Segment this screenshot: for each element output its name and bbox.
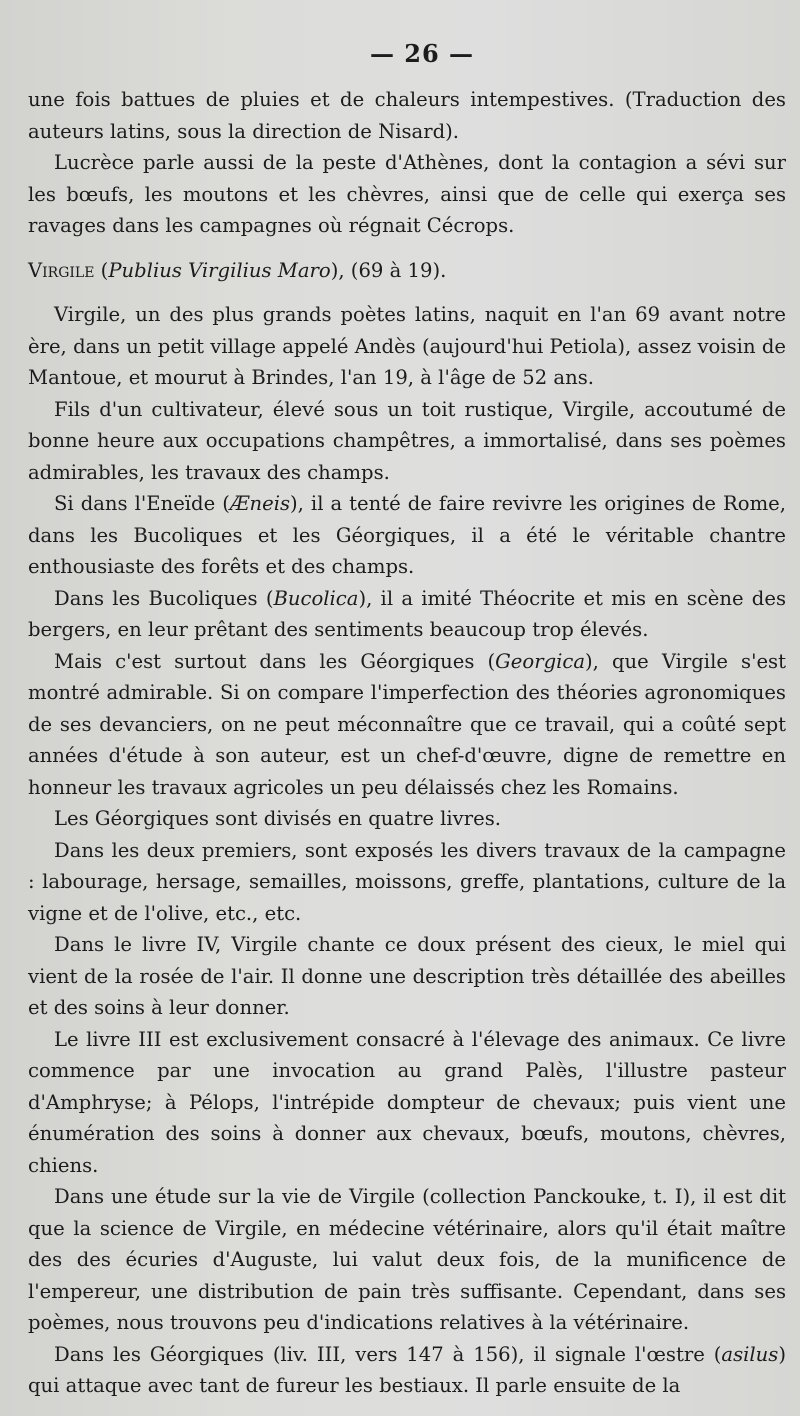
paragraph-lucrece-peste: Lucrèce parle aussi de la peste d'Athènes, dont la contagion a sévi sur les bœufs, les moutons et les chèvres, ainsi que de celle qui exerça ses ravages dans les campagnes où régnait Cécrops.	[28, 151, 786, 237]
heading-author: Virgile	[28, 258, 95, 282]
paragraph-virgile-naissance: Virgile, un des plus grands poètes latins, naquit en l'an 69 avant notre ère, dans un petit village appelé Andès (aujourd'hui Petiola), assez voisin de Mantoue, et mourut à Brindes, l'an 19, à l'âge de 52 ans.	[28, 303, 786, 389]
text-run: ), il a imité Théocrite et mis en scène des bergers, en leur prêtant des sentiments beaucoup trop élevés.	[28, 586, 786, 641]
italic-title-bucolica: Bucolica	[273, 586, 359, 610]
text-run: Si dans l'Eneïde (	[54, 492, 230, 515]
paragraph-eneide	[28, 488, 786, 583]
text-run: ), il a tenté de faire revivre les origines de Rome, dans les Bucoliques et les Géorgiques, il a été le véritable chantre enthousiaste des forêts et des champs.	[28, 492, 787, 578]
heading-dates: ), (69 à 19).	[330, 258, 447, 282]
body-text	[28, 84, 786, 1402]
paragraph-quatre-livres: Les Géorgiques sont divisés en quatre livres.	[54, 807, 502, 830]
italic-term-asilus: asilus	[721, 1342, 779, 1366]
text-run: ), que Virgile s'est montré admirable. Si on compare l'imperfection des théories agronomiques de ses devanciers, on ne peut méconnaître que ce travail, qui a coûté sept années d'étude à son auteur, est un chef-d'œuvre, digne de remettre en honneur les travaux agricoles un peu délaissés chez les Romains.	[28, 649, 786, 799]
paragraph-oestre	[28, 1339, 786, 1402]
paragraph-continued: une fois battues de pluies et de chaleurs intempestives. (Traduction des auteurs latins, sous la direction de Nisard).	[28, 88, 786, 143]
heading-open-paren: (	[94, 258, 109, 282]
paragraph-georgiques	[28, 646, 786, 804]
text-run: Dans les Géorgiques (liv. III, vers 147 à 156), il signale l'œstre (	[54, 1342, 722, 1366]
text-run: ) qui attaque avec tant de fureur les bestiaux. Il parle ensuite de la	[28, 1342, 786, 1397]
text-run: Dans les Bucoliques (	[54, 586, 274, 610]
heading-latin-name: Publius Virgilius Maro	[108, 258, 331, 282]
italic-title-aeneis: Æneis	[229, 492, 291, 515]
paragraph-livre-iv: Dans le livre IV, Virgile chante ce doux présent des cieux, le miel qui vient de la rosée de l'air. Il donne une description très détaillée des abeilles et des soins à leur donner.	[28, 933, 786, 1019]
section-heading-virgile	[28, 255, 786, 287]
paragraph-bucoliques	[28, 583, 786, 646]
paragraph-livre-iii: Le livre III est exclusivement consacré à l'élevage des animaux. Ce livre commence par une invocation au grand Palès, l'illustre pasteur d'Amphryse; à Pélops, l'intrépide dompteur de chevaux; puis vient une énumération des soins à donner aux chevaux, bœufs, moutons, chèvres, chiens.	[28, 1027, 786, 1177]
paragraph-etude-vie-virgile: Dans une étude sur la vie de Virgile (collection Panckouke, t. I), il est dit que la science de Virgile, en médecine vétérinaire, alors qu'il était maître des des écuries d'Auguste, lui valut deux fois, de la munificence de l'empereur, une distribution de pain très suffisante. Cependant, dans ses poèmes, nous trouvons peu d'indications relatives à la vétérinaire.	[28, 1185, 786, 1334]
italic-title-georgica: Georgica	[495, 649, 586, 673]
page-number: — 26 —	[369, 39, 475, 68]
text-run: Mais c'est surtout dans les Géorgiques (	[54, 649, 496, 673]
paragraph-fils-cultivateur: Fils d'un cultivateur, élevé sous un toit rustique, Virgile, accoutumé de bonne heure aux occupations champêtres, a immortalisé, dans ses poèmes admirables, les travaux des champs.	[28, 397, 786, 484]
paragraph-deux-premiers: Dans les deux premiers, sont exposés les divers travaux de la campagne : labourage, hersage, semailles, moissons, greffe, plantations, culture de la vigne et de l'olive, etc., etc.	[28, 838, 786, 925]
